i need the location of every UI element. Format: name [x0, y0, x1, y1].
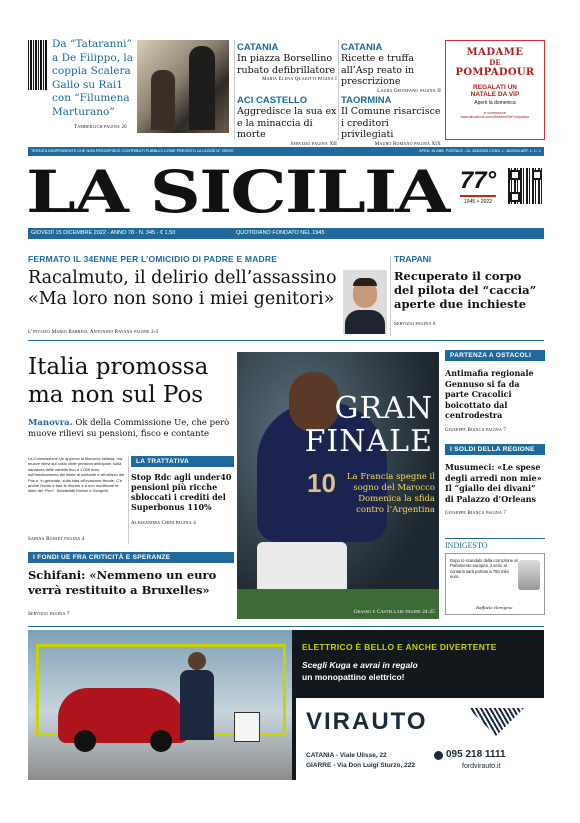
trapani-story[interactable]: TRAPANI Recuperato il corpo del pilota del “caccia” aperte due inchieste Servizio pagina 6	[394, 254, 537, 327]
right-story-1[interactable]: PARTENZA A OSTACOLI Antimafia regionale Gennuso si fa da parte Cracolici boicottato dal centrodestra Giuseppe Bianca pagina 7	[445, 350, 545, 433]
gran-finale-title: GRAN FINALE	[304, 391, 433, 459]
lead-byline: L’inviato Mario Barresi, Antonino Ravanà pagine 2-3	[28, 330, 159, 335]
fondi-byline: Servizio pagina 7	[28, 612, 70, 617]
lead-headline-1: Racalmuto, il delirio dell’assassino	[28, 268, 337, 288]
ad-address-1: CATANIA - Viale Ulisse, 22	[306, 752, 387, 759]
italia-deck: Manovra. Ok della Commissione Ue, che però muove rilievi su pensioni, fisco e contante	[28, 418, 230, 439]
tataranni-photo	[137, 40, 229, 133]
trattativa-story[interactable]: LA TRATTATIVA Stop Rdc agli under40 pensioni più ricche sbloccati i crediti del Superbonus 110% Alessandra Chini pagina 4	[131, 456, 234, 526]
ad-madame-pompadour[interactable]: MADAME DE POMPADOUR REGALATI UN NATALE DA VIP Aperti la domenica e-commerce www.lahosbook.com/MadameDePompadour	[445, 40, 545, 140]
legal-strip-right: SPED. IN ABB. POSTALE - DL 353/2003 CONV. L. 46/2004 ART. 1, C. 1	[419, 149, 541, 153]
ad-phone: 095 218 1111	[446, 749, 506, 760]
photo-byline: Grasso e Castellari pagine 24-25	[353, 610, 435, 615]
anniversary-logo: 77° 1945 > 2022	[459, 167, 497, 205]
dateline-bar	[28, 228, 544, 239]
legal-strip-left: TESTATA INDIPENDENTE CHE NON PERCEPISCE CONTRIBUTI PUBBLICI COME PREVISTO LA LEGGE N° 250/90	[31, 149, 234, 153]
dateline-founded: QUOTIDIANO FONDATO NEL 1945	[236, 230, 325, 236]
phone-icon	[434, 751, 443, 760]
ad-brand: VIRAUTO	[306, 708, 428, 735]
virauto-logo-icon	[468, 708, 524, 736]
italia-headline[interactable]: Italia promossa ma non sul Pos	[28, 354, 209, 408]
ad-address-2: GIARRE - Via Don Luigi Sturzo, 222	[306, 762, 415, 769]
ad-line-1: Scegli Kuga e avrai in regalo	[302, 660, 418, 670]
ad-headline: ELETTRICO È BELLO E ANCHE DIVERTENTE	[302, 642, 497, 652]
teaser-tataranni[interactable]: Da “Tataranni” a De Filippo, la coppia Scalera Gallo su Rai1 con “Filumena Marturano”	[52, 38, 133, 118]
italia-byline: Sabina Rosset pagina 4	[28, 537, 85, 542]
lead-headline-2: «Ma loro non sono i miei genitori»	[28, 289, 335, 309]
fondi-headline[interactable]: Schifani: «Nemmeno un euro verrà restituito a Bruxelles»	[28, 568, 217, 597]
teaser-catania-1[interactable]: CATANIA In piazza Borsellino rubato defibrillatore Maria Elena Quaiotti pagina I	[237, 42, 337, 82]
qr-code[interactable]	[508, 168, 544, 204]
suspect-photo	[343, 270, 387, 334]
mbappe-photo[interactable]: 10 GRAN FINALE La Francia spegne il sogno del Marocco Domenica la sfida contro l’Argentina Grasso e Castellari pagine 24-25	[237, 352, 439, 619]
masthead-title: LA SICILIA	[26, 158, 449, 226]
indigesto-box[interactable]: INDIGESTO Dopo lo scandalo della corruzione al Parlamento europeo, il serio ai contanti sarà portato a 750 mila euro. Raffaele Hemgino	[445, 538, 545, 618]
dateline-date: GIOVEDÌ 15 DICEMBRE 2022 - ANNO 78 - N. 345 - € 1.50	[31, 230, 176, 236]
photo-caption: La Francia spegne il sogno del Marocco Domenica la sfida contro l’Argentina	[346, 472, 435, 515]
teaser-catania-2[interactable]: CATANIA Ricette e truffa all’Asp reato in prescrizione Laura Distefano pagina II	[341, 42, 441, 94]
italia-body: La Commissione Ue approva la Manovra italiana, ma muove rilievi sul costo delle pensioni anticipate, sulla sanatoria delle cartelle fino a 1.000 euro, sull’innalzamento del limite al contante e all’utilizzo del Pos e, in generale, sulla lotta all’evasione fiscale. C’è anche l’invito a fare le riforme e a non modificare le linee del “Pnrr”. Soddisfatti Meloni e Giorgetti.	[28, 456, 125, 494]
lead-kicker: FERMATO IL 34ENNE PER L’OMICIDIO DI PADRE E MADRE	[28, 254, 278, 264]
ad-web[interactable]: fordvirauto.it	[462, 763, 501, 770]
ad-line-2: un monopattino elettrico!	[302, 672, 405, 682]
barcode	[28, 40, 48, 90]
teaser-tataranni-byline: Tamberlich pagina 20	[74, 125, 127, 130]
fondi-kicker: I FONDI UE FRA CRITICITÀ E SPERANZE	[28, 552, 234, 563]
ad-brand-panel	[296, 698, 544, 780]
virauto-ad[interactable]	[28, 630, 544, 780]
right-story-2[interactable]: I SOLDI DELLA REGIONE Musumeci: «Le spese degli arredi non mie» Il “giallo dei divani” di Palazzo d’Orleans Giuseppe Bianca pagina 7	[445, 444, 545, 516]
teaser-taormina[interactable]: TAORMINA Il Comune risarcisce i creditori privilegiati Mauro Romano pagina XIX	[341, 95, 441, 147]
lead-story[interactable]	[28, 268, 338, 310]
teaser-aci-castello[interactable]: ACI CASTELLO Aggredisce la sua ex e la minaccia di morte Servizio pagina XII	[237, 95, 337, 147]
legal-strip	[28, 147, 544, 156]
